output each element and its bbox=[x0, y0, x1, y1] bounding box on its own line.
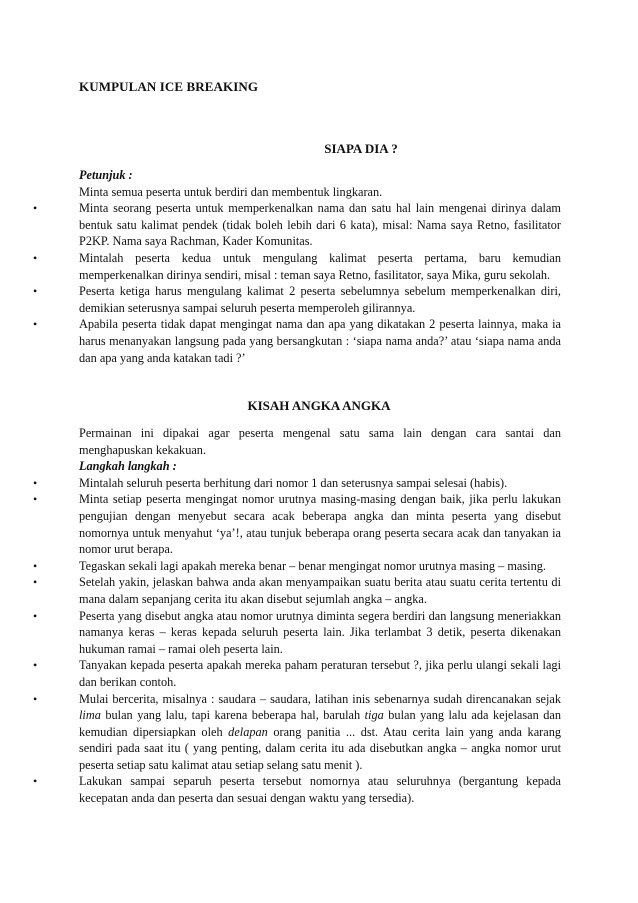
list-item: • Minta seorang peserta untuk memperkenalkan nama dan satu hal lain mengenai dirinya dalam bentuk satu kalimat pendek (tidak boleh lebih dari 6 kata), misal: Nama saya Retno, fasilitator P2KP. Nama saya Rachman, Kader Komunitas. bbox=[79, 200, 561, 250]
story-emphasis: delapan bbox=[228, 724, 268, 739]
list-item: • Tanyakan kepada peserta apakah mereka paham peraturan tersebut ?, jika perlu ulangi sekali lagi dan berikan contoh. bbox=[79, 657, 561, 690]
list-item: • Tegaskan sekali lagi apakah mereka benar – benar mengingat nomor urutnya masing – masing. bbox=[79, 558, 561, 575]
story-text: Mulai bercerita, misalnya : saudara – saudara, latihan inis sebenarnya sudah direncanakan sejak bbox=[79, 691, 561, 706]
list-item: • Peserta yang disebut angka atau nomor urutnya diminta segera berdiri dan langsung meneriakkan namanya keras – keras kepada seluruh peserta lain. Jika terlambat 3 detik, peserta dikenakan hukuman ramai – ramai oleh peserta lain. bbox=[79, 608, 561, 658]
list-item: • Mintalah seluruh peserta berhitung dari nomor 1 dan seterusnya sampai selesai (habis). bbox=[79, 475, 561, 492]
story-text: bulan yang lalu ada kejelasan dan kemudian dipersiapkan oleh bbox=[79, 708, 561, 739]
story-emphasis: tiga bbox=[364, 708, 384, 723]
section-intro: Permainan ini dipakai agar peserta mengenal satu sama lain dengan cara santai dan menghapuskan kekakuan. bbox=[79, 426, 561, 457]
list-item: • Lakukan sampai separuh peserta tersebut nomornya atau seluruhnya (bergantung kepada kecepatan anda dan peserta dan sesuai dengan waktu yang tersedia). bbox=[79, 773, 561, 806]
section-title-text: SIAPA DIA ? bbox=[324, 141, 398, 156]
list-item: • Minta setiap peserta mengingat nomor urutnya masing-masing dengan baik, jika perlu lakukan pengujian dengan menyebut secara acak beberapa angka dan minta peserta yang disebut nomornya untuk menyahut ‘ya’!, atau tunjuk beberapa orang peserta secara acak dan tanyakan ia nomor urut berapa. bbox=[79, 491, 561, 557]
section-title-siapa-dia bbox=[0, 141, 638, 157]
section-title-kisah-angka bbox=[0, 398, 638, 414]
bullet-list bbox=[79, 200, 561, 366]
list-item: • Apabila peserta tidak dapat mengingat nama dan apa yang dikatakan 2 peserta lainnya, maka ia harus menanyakan langsung pada yang bersangkutan : ‘siapa nama anda?’ atau ‘siapa nama anda dan apa yang anda katakan tadi ?’ bbox=[79, 316, 561, 366]
section-kisah-angka bbox=[79, 425, 561, 807]
list-item: • Mintalah peserta kedua untuk mengulang kalimat peserta pertama, baru kemudian memperkenalkan dirinya sendiri, misal : teman saya Retno, fasilitator, saya Mika, guru sekolah. bbox=[79, 250, 561, 283]
bullet-list bbox=[79, 475, 561, 807]
section-intro: Minta semua peserta untuk berdiri dan membentuk lingkaran. bbox=[79, 184, 383, 199]
instructions-label: Petunjuk : bbox=[79, 168, 133, 182]
document-heading: KUMPULAN ICE BREAKING bbox=[79, 79, 259, 94]
list-item-story bbox=[79, 691, 561, 774]
section-siapa-dia bbox=[79, 167, 561, 366]
steps-label: Langkah langkah : bbox=[79, 459, 177, 474]
section-title-text: KISAH ANGKA ANGKA bbox=[247, 398, 391, 413]
list-item: • Peserta ketiga harus mengulang kalimat 2 peserta sebelumnya sebelum memperkenalkan diri, demikian seterusnya sampai seluruh peserta memperoleh gilirannya. bbox=[79, 283, 561, 316]
story-text: bulan yang lalu, tapi karena beberapa hal, barulah bbox=[100, 708, 365, 723]
list-item: • Setelah yakin, jelaskan bahwa anda akan menyampaikan suatu berita atau suatu cerita tertentu di mana dalam sepanjang cerita itu akan disebut sejumlah angka – angka. bbox=[79, 574, 561, 607]
story-emphasis: lima bbox=[79, 708, 101, 723]
story-text: orang panitia ... dst. Atau cerita lain yang anda karang sendiri pada saat itu ( yang penting, dalam cerita itu ada disebutkan angka – angka nomor urut peserta setiap satu kalimat atau setiap selang satu menit ). bbox=[79, 724, 562, 772]
